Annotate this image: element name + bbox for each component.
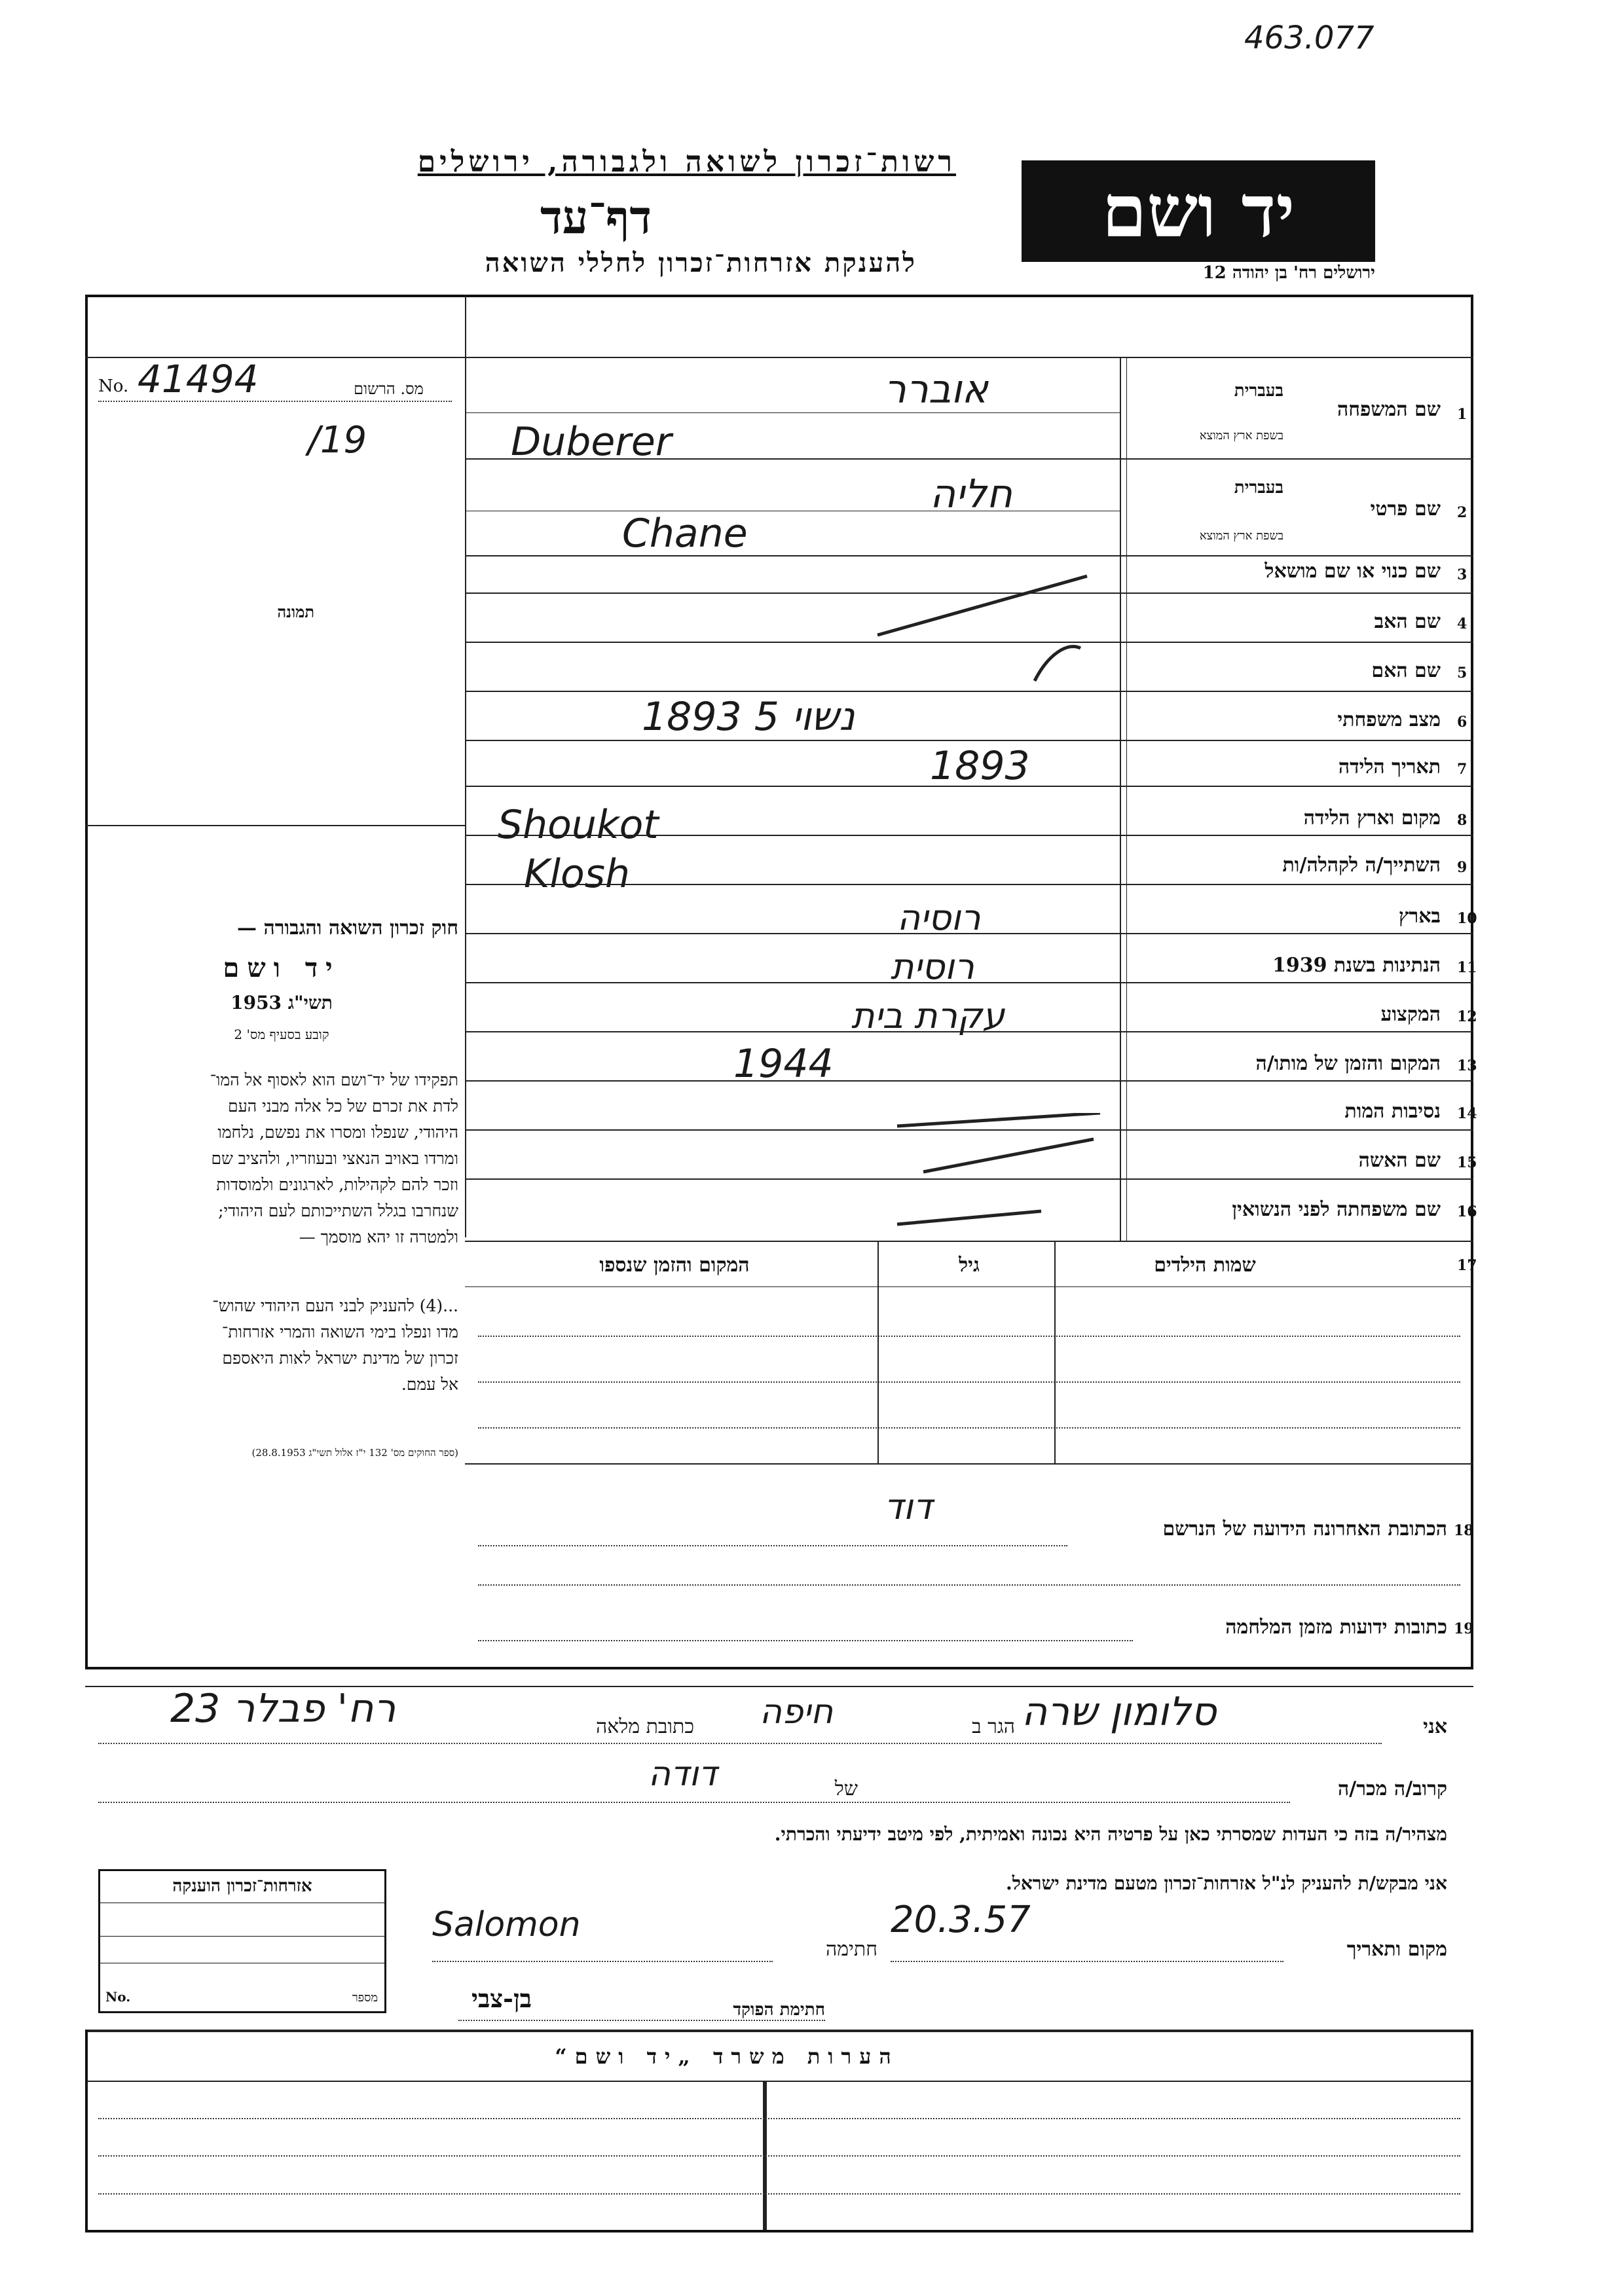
law-name: יד ושם — [223, 953, 341, 983]
field-9-value: Klosh — [524, 851, 631, 897]
field-18-label: הכתובת האחרונה הידועה של הנרשם — [1162, 1518, 1447, 1540]
law-year: תשי"ג 1953 — [231, 992, 333, 1013]
law-paragraph: תפקידו של יד־ושם הוא לאסוף אל המו־ לדת את זכרם של כל אלה מבני העם היהודי, שנפלו ומסרו את נפשם, נלחמו ומרדו באויב הנאצי ובעוזריו, ולהציב שם וזכר להם לקהילות, לארגונים ולמוסדות שנחרבו בגלל השתייכותם לעם היהודי; ולמטרה זו יהא מוסמך — — [210, 1070, 458, 1247]
form-title: דף־עד — [540, 190, 652, 244]
field-18-value: דוד — [884, 1486, 932, 1527]
citizenship-box — [98, 1869, 386, 2013]
registration-number: 41494 — [138, 357, 259, 401]
decl-signature: Salomon — [432, 1905, 581, 1944]
field-16-label: שם משפחתה לפני הנשואין — [1232, 1198, 1441, 1221]
field-15-label: שם האשה — [1358, 1149, 1441, 1172]
law-footnote: (ספר החוקים מס' 132 י"ז אלול תשי"ג 28.8.1953) — [251, 1447, 458, 1459]
children-header-names: שמות הילדים — [1154, 1254, 1256, 1277]
decl-signature-label: חתימה — [826, 1938, 877, 1961]
decl-address: רח' פבלר 23 — [170, 1686, 396, 1732]
field-2-value-latin: Chane — [622, 511, 748, 556]
field-7-num: 7 — [1457, 761, 1467, 778]
field-10-value: רוסיה — [897, 897, 981, 938]
field-9-num: 9 — [1457, 859, 1467, 876]
field-1-sub1: בעברית — [1234, 381, 1283, 401]
decl-ani: אני — [1423, 1715, 1447, 1738]
dash-strokes-2 — [884, 1113, 1120, 1231]
field-12-label: המקצוע — [1380, 1003, 1441, 1026]
children-header-age: גיל — [959, 1254, 980, 1277]
decl-place-date-value: 20.3.57 — [891, 1899, 1031, 1941]
decl-full-address: כתובת מלאה — [596, 1715, 694, 1738]
field-8-num: 8 — [1457, 812, 1467, 829]
field-15-num: 15 — [1457, 1154, 1477, 1171]
field-6-label: מצב משפחתי — [1337, 708, 1441, 731]
officer-signature-label: חתימת הפוקד — [733, 2000, 825, 2020]
field-6-num: 6 — [1457, 714, 1467, 731]
field-12-num: 12 — [1457, 1008, 1477, 1025]
field-18-num: 18 — [1454, 1522, 1474, 1539]
children-num: 17 — [1457, 1257, 1477, 1274]
law-clause: קובע בסעיף מס' 2 — [234, 1027, 329, 1042]
law-title: חוק זכרון השואה והגבורה — — [237, 917, 458, 939]
field-13-num: 13 — [1457, 1057, 1477, 1074]
field-2-num: 2 — [1457, 504, 1467, 521]
field-4-num: 4 — [1457, 615, 1467, 632]
field-9-label: השתייך/ה לקהלה/ות — [1282, 854, 1441, 877]
office-notes-box — [85, 2030, 1473, 2232]
field-10-label: בארץ — [1398, 905, 1441, 928]
archive-number: 463.077 — [1244, 20, 1375, 56]
decl-statement: מצהיר/ה בזה כי העדות שמסרתי כאן על פרטיה היא נכונה ואמיתית, לפי מיטב ידיעתי והכרתי. — [774, 1823, 1447, 1845]
field-14-num: 14 — [1457, 1105, 1477, 1122]
citizenship-no: No. — [105, 1989, 131, 2005]
logo-address: ירושלים רח' בן יהודה 12 — [1202, 263, 1375, 283]
decl-request: אני מבקש/ת להעניק לנ"ל אזרחות־זכרון מטעם מדינת ישראל. — [1005, 1872, 1447, 1894]
field-7-label: תאריך הלידה — [1338, 756, 1441, 778]
dash-strokes — [851, 556, 1113, 740]
field-19-label: כתובות ידועות מזמן המלחמה — [1225, 1616, 1447, 1639]
registration-no-label: No. — [98, 376, 129, 396]
decl-of: של — [834, 1777, 858, 1800]
yad-vashem-logo: יד ושם — [1022, 160, 1375, 262]
org-line: רשות־זכרון לשואה ולגבורה, ירושלים — [417, 145, 956, 179]
field-3-label: שם כנוי או שם מושאל — [1264, 560, 1441, 583]
decl-place-date: מקום ותאריך — [1346, 1938, 1447, 1961]
field-3-num: 3 — [1457, 566, 1467, 583]
field-13-value: 1944 — [733, 1041, 834, 1087]
field-16-num: 16 — [1457, 1203, 1477, 1220]
field-12-value: עקרת בית — [851, 995, 1005, 1036]
field-8-label: מקום וארץ הלידה — [1303, 807, 1441, 829]
field-11-num: 11 — [1457, 959, 1477, 976]
decl-city: חיפה — [760, 1692, 834, 1732]
field-2-value-he: חליה — [930, 471, 1012, 517]
office-notes-title: הערות משרד „יד ושם“ — [555, 2044, 899, 2069]
citizenship-number-label: מספר — [352, 1991, 378, 2005]
citizenship-title: אזרחות־זכרון הוענקה — [172, 1876, 312, 1896]
law-paragraph-2: ...(4) להעניק לבני העם היהודי שהוש־ מדו ונפלו בימי השואה והמרי אזרחות־ זכרון של מדינת ישראל לאות היאספם אל עמם. — [212, 1296, 458, 1394]
officer-stamp: בן-צבי — [471, 1984, 532, 2013]
field-5-label: שם האם — [1371, 659, 1441, 682]
field-1-label: שם המשפחה — [1337, 398, 1441, 421]
registration-sub-number: /19 — [308, 419, 367, 462]
field-13-label: המקום והזמן של מותו/ה — [1255, 1052, 1441, 1075]
field-2-sub2: בשפת ארץ המוצא — [1199, 529, 1283, 543]
decl-name: סלומון שרה — [1022, 1689, 1217, 1735]
photo-label: תמונה — [277, 602, 314, 621]
field-5-num: 5 — [1457, 665, 1467, 682]
field-11-label: הנתינות בשנת 1939 — [1272, 954, 1441, 977]
decl-relation: דודה — [648, 1755, 717, 1794]
field-6-value: נשוי 5 1893 — [642, 694, 855, 740]
field-4-label: שם האב — [1374, 610, 1441, 633]
field-14-label: נסיבות המות — [1344, 1100, 1441, 1123]
field-2-label: שם פרטי — [1370, 498, 1441, 520]
field-10-num: 10 — [1457, 910, 1477, 927]
field-7-value: 1893 — [930, 743, 1030, 789]
registration-label: מס. הרשום — [354, 380, 424, 398]
field-1-num: 1 — [1457, 406, 1467, 423]
form-subtitle: להענקת אזרחות־זכרון לחללי השואה — [485, 247, 917, 278]
field-2-sub1: בעברית — [1234, 478, 1283, 498]
field-8-value: Shoukot — [498, 802, 659, 848]
field-1-value-latin: Duberer — [511, 419, 672, 465]
field-1-sub2: בשפת ארץ המוצא — [1199, 429, 1283, 443]
children-header-place: המקום והזמן שנספו — [599, 1254, 750, 1277]
decl-relative: קרוב/ה מכר/ה — [1338, 1777, 1447, 1800]
field-19-num: 19 — [1454, 1620, 1474, 1637]
field-1-value-he: אוברר — [884, 367, 988, 412]
field-11-value: רוסית — [891, 946, 974, 987]
decl-resides: הגר ב — [972, 1715, 1015, 1738]
